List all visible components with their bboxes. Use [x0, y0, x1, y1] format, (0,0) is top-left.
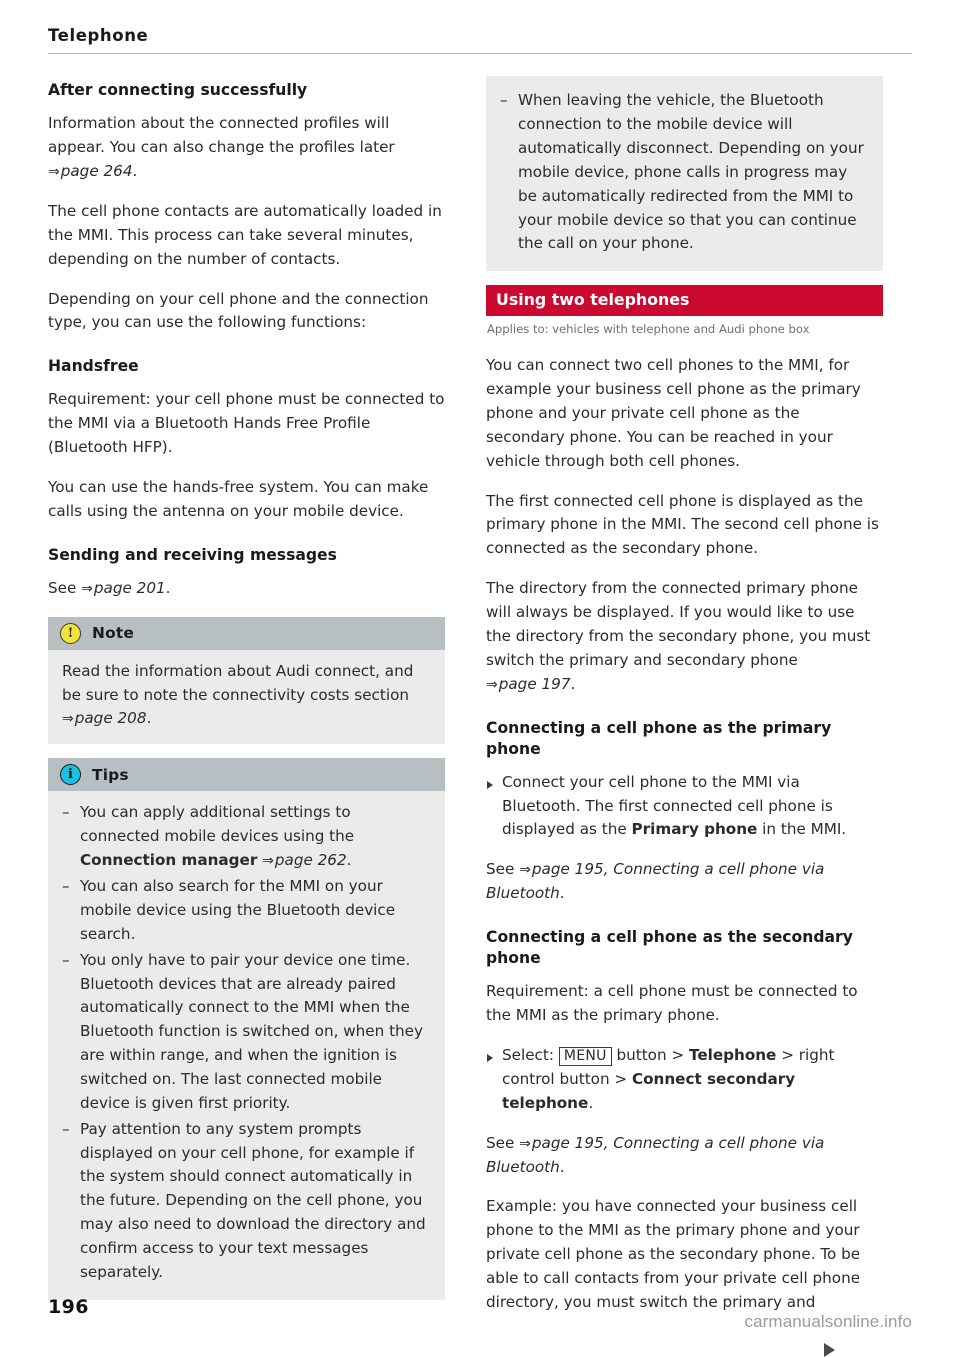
page-number: 196: [48, 1296, 89, 1318]
note-box-body: [48, 650, 445, 745]
paragraph-requirement-secondary: Requirement: a cell phone must be connected to the MMI as the primary phone.: [486, 982, 858, 1024]
info-i-icon: i: [60, 764, 81, 785]
applies-to-note: Applies to: vehicles with telephone and Audi phone box: [487, 322, 810, 337]
cross-reference-page-201-label: page 201: [93, 578, 166, 597]
cross-reference-page-262[interactable]: [262, 851, 346, 869]
site-watermark: carmanualsonline.info: [744, 1312, 912, 1331]
cross-reference-page-195-secondary[interactable]: [486, 1134, 824, 1176]
list-item: – When leaving the vehicle, the Bluetooth connection to the mobile device will automatically disconnect. Depending on your mobile device, phone calls in progress may be automatically redirected from the MMI to your mobile device so that you can continue the call on your phone.: [500, 89, 869, 256]
header-divider: [48, 53, 912, 55]
cross-reference-page-264[interactable]: [48, 162, 132, 180]
note-box-label: Note: [92, 624, 135, 643]
paragraph-see-page-201: [48, 577, 445, 601]
step-primary-text-1: Connect your cell phone to the MMI via Bluetooth. The first connected cell phone is displayed as the: [502, 772, 833, 839]
step-secondary-text-3: .: [588, 1093, 594, 1112]
heading-connecting-primary-phone: Connecting a cell phone as the primary phone: [486, 718, 832, 758]
cross-reference-arrow-icon: ⇒: [48, 164, 60, 181]
period-after-xref-264: .: [132, 162, 138, 181]
tips-item-0-text-1: You can apply additional settings to connected mobile devices using the: [80, 803, 355, 846]
cross-reference-page-208[interactable]: [62, 709, 146, 727]
paragraph-see-page-195-primary: [486, 858, 883, 906]
heading-sending-receiving-messages: Sending and receiving messages: [48, 545, 337, 564]
period-after-xref-197: .: [570, 674, 576, 693]
tips-box-continued: [486, 76, 883, 271]
step-primary-text-2: in the MMI.: [757, 820, 847, 839]
paragraph-first-connected-phone: The first connected cell phone is displayed as the primary phone in the MMI. The second cell phone is connected as the secondary phone.: [486, 491, 879, 558]
content-columns: [48, 76, 912, 1356]
paragraph-see-page-195-secondary: [486, 1132, 883, 1180]
tips-list: [62, 801, 431, 1284]
step-secondary-bold-telephone: Telephone: [688, 1045, 777, 1064]
paragraph-profiles-info: [48, 112, 445, 184]
menu-button-keycap[interactable]: MENU: [559, 1047, 612, 1066]
paragraph-depending-functions: Depending on your cell phone and the connection type, you can use the following functions:: [48, 289, 429, 332]
list-item: [62, 801, 431, 873]
cross-reference-page-197[interactable]: [486, 675, 570, 693]
step-list-secondary: [486, 1044, 883, 1116]
step-primary-bold-primary-phone: Primary phone: [631, 820, 758, 839]
list-item: [486, 1044, 883, 1116]
tips-box-continued-body: [486, 76, 883, 271]
running-header: [48, 0, 912, 54]
page-title: Telephone: [48, 26, 149, 45]
tips-item-0-bold-1: Connection manager: [80, 851, 258, 870]
paragraph-connect-two-phones: You can connect two cell phones to the MMI, for example your business cell phone as the primary phone and your private cell phone as the secondary phone. You can be reached in your vehicle through both cell phones.: [486, 356, 861, 470]
cross-reference-page-262-label: page 262: [274, 851, 347, 870]
cross-reference-arrow-icon: ⇒: [519, 1135, 531, 1152]
cross-reference-arrow-icon: ⇒: [81, 580, 93, 597]
tips-box-body: [48, 791, 445, 1299]
tips-box: [48, 758, 445, 1299]
page-footer: [48, 1292, 912, 1332]
note-box: [48, 617, 445, 745]
paragraph-example-business-private: Example: you have connected your business cell phone to the MMI as the primary phone and your private cell phone as the secondary phone. To be able to call contacts from your private cell phone directory, you must switch the primary and: [486, 1197, 861, 1311]
see-label-195-primary: See: [486, 860, 520, 879]
heading-connecting-secondary-phone: Connecting a cell phone as the secondary phone: [486, 928, 853, 968]
cross-reference-page-201[interactable]: [81, 579, 165, 597]
list-item: – Pay attention to any system prompts displayed on your cell phone, for example if the system should connect automatically in the future. Depending on the cell phone, you may also need to download the directory and confirm access to your text messages separately.: [62, 1118, 431, 1285]
see-label-195-secondary: See: [486, 1133, 520, 1152]
section-header-using-two-telephones: Using two telephones: [486, 285, 883, 316]
continuation-triangle-icon: [824, 1343, 835, 1357]
tips-box-label: Tips: [92, 765, 129, 784]
step-list-primary: [486, 771, 883, 843]
cross-reference-page-208-label: page 208: [74, 709, 147, 728]
note-box-text: Read the information about Audi connect, and be sure to note the connectivity costs section: [62, 661, 414, 704]
period-after-xref-201: .: [165, 578, 171, 597]
right-column: [486, 76, 883, 1356]
paragraph-profiles-info-text: Information about the connected profiles will appear. You can also change the profiles later: [48, 114, 395, 157]
cross-reference-page-195-primary[interactable]: [486, 860, 824, 902]
list-item: – You only have to pair your device one time. Bluetooth devices that are already paired automatically connect to the MMI when the Bluetooth function is switched on, when they are within range, and when the ignition is switched on. The last connected mobile device is given first priority.: [62, 949, 431, 1116]
left-column: [48, 76, 445, 1356]
cross-reference-arrow-icon: ⇒: [486, 676, 498, 693]
paragraph-requirement-hfp: Requirement: your cell phone must be connected to the MMI via a Bluetooth Hands Free Profile (Bluetooth HFP).: [48, 390, 445, 457]
heading-after-connecting-successfully: After connecting successfully: [48, 81, 308, 100]
cross-reference-arrow-icon: ⇒: [62, 711, 74, 728]
note-box-paragraph: [62, 660, 431, 732]
cross-reference-page-264-label: page 264: [60, 162, 133, 181]
step-secondary-text-2: > right control button >: [502, 1045, 835, 1088]
tips-continued-list: [500, 89, 869, 256]
step-secondary-bold-connect-secondary-telephone: Connect secondary telephone: [502, 1069, 796, 1112]
note-box-header: [48, 617, 445, 650]
step-secondary-text-1: button >: [611, 1045, 689, 1064]
heading-handsfree: Handsfree: [48, 357, 139, 376]
list-item: – You can also search for the MMI on your mobile device using the Bluetooth device search.: [62, 875, 431, 947]
cross-reference-page-197-label: page 197: [498, 674, 571, 693]
paragraph-contacts-loaded: The cell phone contacts are automatically loaded in the MMI. This process can take several minutes, depending on the number of contacts.: [48, 202, 442, 268]
paragraph-directory-primary-text: The directory from the connected primary phone will always be displayed. If you would like to use the directory from the secondary phone, you must switch the primary and secondary phone: [486, 579, 871, 669]
period-after-xref-195-primary: .: [559, 884, 565, 903]
tips-item-0-text-3: .: [346, 851, 352, 870]
cross-reference-page-195-primary-label: page 195, Connecting a cell phone via Bluetooth: [486, 860, 825, 903]
cross-reference-arrow-icon: ⇒: [262, 853, 274, 870]
step-secondary-select-label: Select:: [502, 1045, 559, 1064]
paragraph-directory-primary: [486, 577, 883, 696]
paragraph-handsfree-system: You can use the hands-free system. You can make calls using the antenna on your mobile device.: [48, 477, 429, 520]
cross-reference-page-195-secondary-label: page 195, Connecting a cell phone via Bluetooth: [486, 1133, 825, 1176]
tips-box-header: [48, 758, 445, 791]
period-after-xref-195-secondary: .: [559, 1157, 565, 1176]
see-label-201: See: [48, 578, 82, 597]
cross-reference-arrow-icon: ⇒: [519, 862, 531, 879]
warning-exclamation-icon: !: [60, 623, 81, 644]
list-item: [486, 771, 883, 843]
note-box-text-suffix: .: [146, 709, 152, 728]
